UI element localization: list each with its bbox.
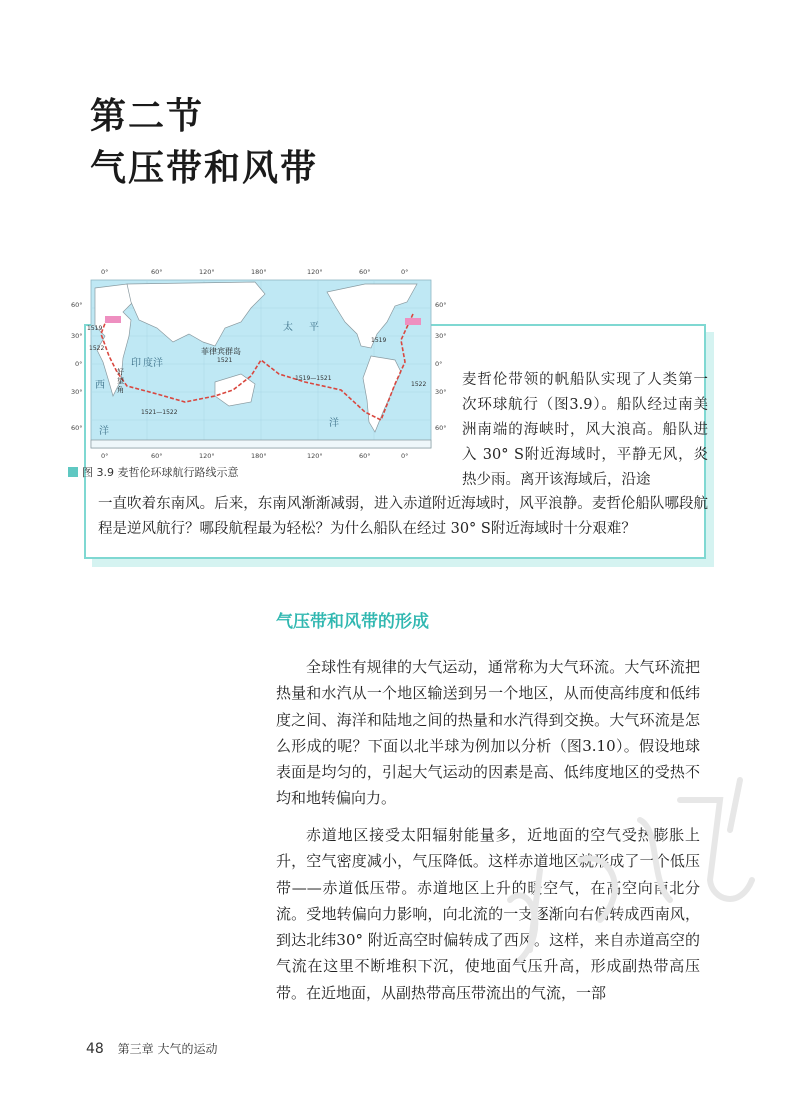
map-label-indian: 度洋 xyxy=(143,358,163,369)
map-label-cape: 望 xyxy=(117,377,124,385)
map-top-tick: 180° xyxy=(251,268,267,276)
figure-caption-text: 图 3.9 麦哲伦环球航行路线示意 xyxy=(82,466,239,479)
map-route-year: 1521—1522 xyxy=(141,409,178,416)
map-top-tick: 120° xyxy=(307,268,323,276)
map-left-tick: 0° xyxy=(75,360,83,368)
map-route-year: 1519—1521 xyxy=(295,375,332,382)
map-route-year: 1519 xyxy=(371,337,387,344)
body-paragraph: 赤道地区接受太阳辐射能量多，近地面的空气受热膨胀上升，空气密度减小，气压降低。这样赤道地区就形成了一个低压带——赤道低压带。赤道地区上升的暖空气，在高空向南北分流。受地转偏向力影响，向北流的一支逐渐向右偏转成西南风，到达北纬30° 附近高空时偏转成了西风。这样，来自赤道高空的气流在这里不断堆积下沉，使地面气压升高，形成副热带高压带。在近地面，从副热带高压带流出的气流，一部 xyxy=(276,826,700,1002)
map-label-indian: 印 xyxy=(131,358,141,369)
page-footer xyxy=(86,1040,217,1057)
map-label-pacific: 太 xyxy=(283,322,293,333)
map-bottom-tick: 120° xyxy=(307,452,323,460)
magellan-route-map xyxy=(65,262,455,468)
map-label-philippines: 菲律宾群岛 xyxy=(201,347,241,356)
map-bottom-tick: 180° xyxy=(251,452,267,460)
map-right-tick: 0° xyxy=(435,360,443,368)
map-route-year: 1521 xyxy=(217,357,233,364)
map-right-tick: 60° xyxy=(435,301,447,309)
body-paragraph: 全球性有规律的大气运动，通常称为大气环流。大气环流把热量和水汽从一个地区输送到另一个地区，从而使高纬度和低纬度之间、海洋和陆地之间的热量和水汽得到交换。大气环流是怎么形成的呢？下面以北半球为例加以分析（图3.10）。假设地球表面是均匀的，引起大气运动的因素是高、低纬度地区的受热不均和地转偏向力。 xyxy=(276,658,700,808)
caption-marker-icon xyxy=(68,467,78,477)
map-right-tick: 60° xyxy=(435,424,447,432)
map-label-cape: 角 xyxy=(117,386,124,394)
activity-text-bottom: 一直吹着东南风。后来，东南风渐渐减弱，进入赤道附近海域时，风平浪静。麦哲伦船队哪段航程是逆风航行？哪段航程最为轻松？为什么船队在经过 30° S附近海域时十分艰难？ xyxy=(98,496,708,537)
map-left-tick: 60° xyxy=(71,424,83,432)
map-route-year: 1522 xyxy=(411,381,427,388)
map-bottom-tick: 60° xyxy=(359,452,371,460)
chapter-label: 第三章 大气的运动 xyxy=(117,1042,218,1056)
map-label-pacific: 洋 xyxy=(329,418,339,429)
map-label-atlantic: 西 xyxy=(95,380,105,391)
map-bottom-tick: 120° xyxy=(199,452,215,460)
map-label-cape: 好 xyxy=(117,368,124,376)
section-title: 气压带和风带 xyxy=(90,148,319,189)
map-route-year: 1522 xyxy=(89,345,105,352)
map-label-pacific: 平 xyxy=(309,322,319,333)
map-right-tick: 30° xyxy=(435,388,447,396)
activity-text-right: 麦哲伦带领的帆船队实现了人类第一次环球航行（图3.9）。船队经过南美洲南端的海峡时，风大浪高。船队进入 30° S附近海域时，平静无风，炎热少雨。离开该海域后，沿途 xyxy=(462,372,708,488)
map-left-tick: 30° xyxy=(71,332,83,340)
map-left-tick: 30° xyxy=(71,388,83,396)
map-right-tick: 30° xyxy=(435,332,447,340)
map-bottom-tick: 0° xyxy=(401,452,409,460)
handwritten-watermark xyxy=(490,760,770,970)
map-top-tick: 60° xyxy=(151,268,163,276)
section-number: 第二节 xyxy=(90,96,205,137)
map-top-tick: 120° xyxy=(199,268,215,276)
section-heading: 气压带和风带的形成 xyxy=(276,612,429,632)
map-route-year: 1519 xyxy=(87,325,103,332)
map-top-tick: 0° xyxy=(101,268,109,276)
map-bottom-tick: 60° xyxy=(151,452,163,460)
map-left-tick: 60° xyxy=(71,301,83,309)
figure-caption xyxy=(68,464,239,480)
map-top-tick: 60° xyxy=(359,268,371,276)
page-number: 48 xyxy=(86,1041,104,1057)
map-label-atlantic: 洋 xyxy=(99,426,109,437)
map-top-tick: 0° xyxy=(401,268,409,276)
map-bottom-tick: 0° xyxy=(101,452,109,460)
